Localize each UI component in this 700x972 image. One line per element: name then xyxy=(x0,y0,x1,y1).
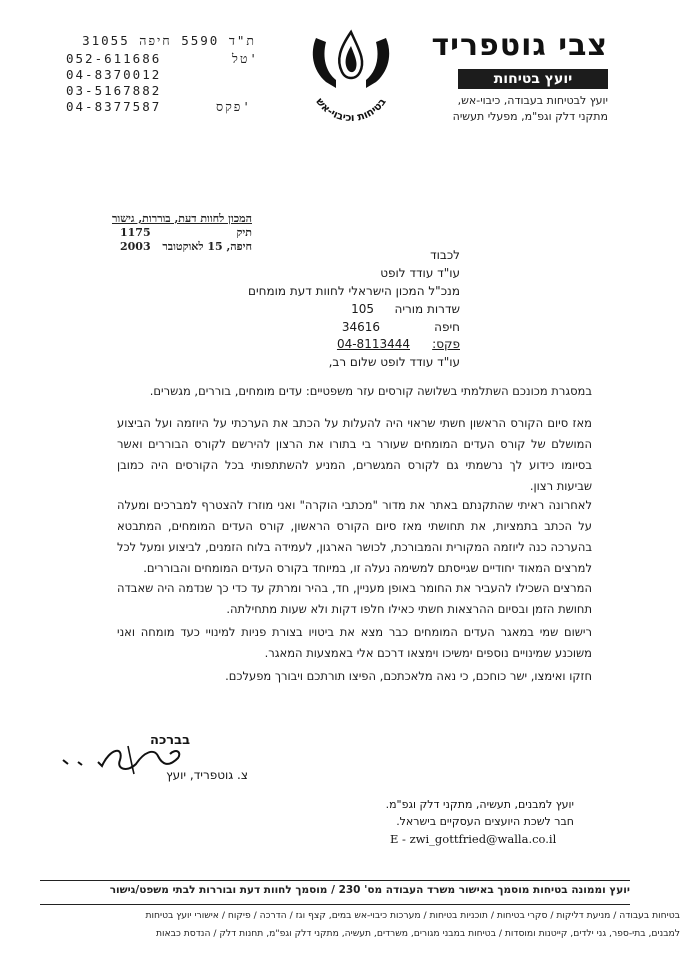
address-role: מנכ"ל המכון הישראלי לחוות דעת מומחים xyxy=(247,284,460,298)
body-paragraph-1: במסגרת מכונכם השתלמתי בשלושה קורסים עזר משפטיים: עדים מומחים, בוררים, מגשרים. xyxy=(149,384,592,398)
fax-label: פקס' xyxy=(216,99,252,114)
pobox-text: ת"ד 5590 חיפה 31055 xyxy=(82,33,256,48)
address-zip: 34616 xyxy=(341,320,380,334)
address-fax: 04-8113444 xyxy=(336,337,410,351)
phone-2: 04-8370012 xyxy=(66,67,162,82)
address-recipient: עו"ד עודד לופט xyxy=(380,266,460,280)
contact-phone-row-3 xyxy=(66,83,161,98)
footer-license-line: יועץ וממונה בטיחות מוסמך באישור משרד העבודה מס' 230 / מוסמך לחוות דעת ובוררות לבתי משפט/גישור xyxy=(109,884,630,896)
email-label: E - xyxy=(390,832,410,846)
contact-pobox xyxy=(66,33,256,49)
body-paragraph-5: רישום שמי במאגר העדים המומחים כבר מצא את ביטויו בצורת פניות למינויי כעד מומחה ואני משוכנע שמינויים נוספים ימשיכו וימצאו דרכם אלי באמצעות המאגר. xyxy=(117,625,592,660)
address-street-number: 105 xyxy=(351,302,374,316)
body-paragraph-4: המרצים השכילו להעביר את החומר באופן מעניין, חד, בהיר ומרתק עד כדי כך שנדמה היה שאבדה תחושת הזמן ובסיום ההרצאות חשתי כאילו חלפו דקות ולא שעות מתחילתה. xyxy=(117,581,592,616)
footer-services-line-1: בטיחות בעבודה / מניעת דליקות / סקרי בטיחות / תוכניות בטיחות / מערכות כיבוי-אש במים, קצף וגז / הדרכה / פיקוח / אישורי יועץ בטיחות xyxy=(145,910,680,921)
reference-org: המכון לחוות דעת, בוררות, גישור xyxy=(111,212,252,225)
footer-divider-bottom xyxy=(40,904,630,905)
phone-3: 03-5167882 xyxy=(66,83,162,98)
fax-number: 04-8377587 xyxy=(66,99,162,114)
signature-closing: בברכה xyxy=(150,733,190,748)
reference-year: 2003 xyxy=(120,240,151,253)
phone-1: 052-611686 xyxy=(66,51,162,66)
reference-date: חיפה, 15 לאוקטובר xyxy=(162,240,252,253)
letterhead-description-1: יועץ לבטיחות בעבודה, כיבוי-אש, xyxy=(457,94,608,107)
svg-text:בטיחות וכיבוי-אש xyxy=(313,96,388,124)
logo-text: בטיחות וכיבוי-אש xyxy=(313,95,389,125)
reference-file-number: 1175 xyxy=(120,226,151,239)
contact-phone-row-1 xyxy=(66,51,259,66)
footer-email-row xyxy=(390,832,556,846)
flame-hands-logo xyxy=(296,18,406,128)
body-paragraph-3: לאחרונה ראיתי שהתקנתם באתר את מדור "מכתבי הוקרה" ואני מוזרז להצטרף למברכים ומעלה על הכתב בתמציות, את תחושתי מאז סיום הקורס הראשון, קורס העדים המומחים, המתבטא בהערכה כנה ליוזמה המקורית והמבורכת, לכושר הארגון, לעמידה בלוח הזמנים, לביצוע ומעל לכל למרצים המאוד יחודיים שגייסתם למשימה נעלה זו, במיוחד בקורס העדים המומחים והבוררים. xyxy=(117,498,592,575)
address-salutation: לכבוד xyxy=(430,248,460,262)
letterhead-title-bar: יועץ בטיחות xyxy=(458,69,608,89)
body-paragraph-2: מאז סיום הקורס הראשון חשתי שראוי היה להעלות על הכתב את הערכתי על היוזמה ועל הביצוע המושלם של קורס העדים המומחים שעורר בי בתורו את הרצון להירשם לקורס הבוררים ואשר בסיומו כידוע לך נרשמתי גם לקורס המגשרים, המניע להשתתפותי בכל הקורסים היה כמובן שביעות רצון. xyxy=(117,416,592,493)
letterhead-description-2: מתקני דלק וגפ"מ, מפעלי תעשיה xyxy=(452,110,608,123)
letterhead-name: צבי גוטפריד xyxy=(431,28,608,63)
address-street: שדרות מוריה xyxy=(394,302,460,316)
address-fax-label: פקס: xyxy=(432,337,460,351)
body-paragraph-6: חזקו ואימצו, ישר כוחכם, כי נאה מלאכתכם, הפיצו תורתכם ויבורך מפעלכם. xyxy=(225,669,592,683)
footer-info-line-2: חבר לשכת היועצים העסקיים בישראל. xyxy=(396,815,574,828)
phone-label: טל' xyxy=(232,51,259,66)
footer-info-line-1: יועץ למבנים, תעשיה, מתקני דלק וגפ"מ. xyxy=(385,798,574,811)
footer-services-line-2: למבנים, בתי-ספר, גני ילדים, קייטנות ומוסדות / בטיחות במבני מגורים, משרדים, תעשיה, מתקני דלק וגפ"מ, תחנות דלק / הנדסת כבאות xyxy=(156,928,680,939)
email-address[interactable]: zwi_gottfried@walla.co.il xyxy=(409,832,557,846)
address-greeting: עו"ד עודד לופט שלום רב, xyxy=(328,355,460,369)
contact-phone-row-2 xyxy=(66,67,161,82)
contact-fax-row xyxy=(66,99,252,114)
address-city: חיפה xyxy=(434,320,460,334)
footer-divider-top xyxy=(40,880,630,881)
signature-name: צ. גוטפריד, יועץ xyxy=(166,768,248,782)
reference-file-label: תיק xyxy=(236,226,252,239)
